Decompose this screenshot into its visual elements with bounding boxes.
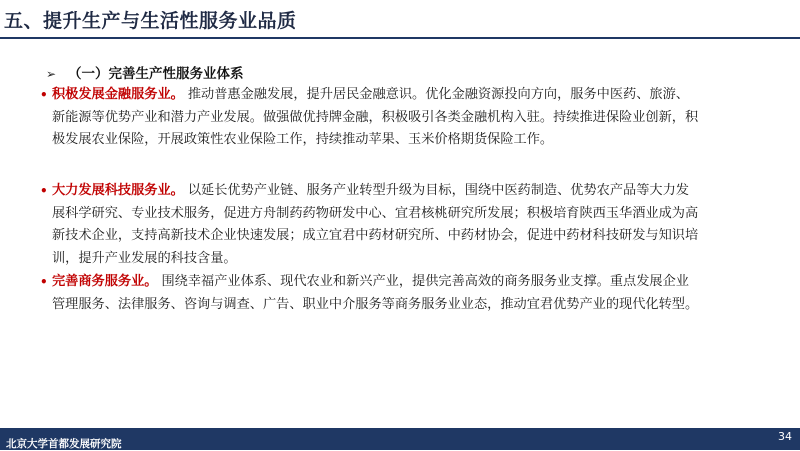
subheading-text: （一）完善生产性服务业体系 xyxy=(68,66,244,82)
page-title: 五、提升生产与生活性服务业品质 xyxy=(4,10,297,32)
list-item-finance xyxy=(40,84,702,152)
item-body: 围绕幸福产业体系、现代农业和新兴产业，提供完善高效的商务服务业支撑。重点发展企业管理服务、法律服务、咨询与调查、广告、职业中介服务等商务服务业业态，推动宜君优势产业的现代化转型。 xyxy=(52,274,699,312)
section-subheading xyxy=(46,62,244,82)
arrow-bullet-icon: ➢ xyxy=(46,67,57,81)
item-body: 推动普惠金融发展，提升居民金融意识。优化金融资源投向方向，服务中医药、旅游、新能源等优势产业和潜力产业发展。做强做优持牌金融，积极吸引各类金融机构入驻。持续推进保险业创新，积极发展农业保险，开展政策性农业保险工作，持续推动苹果、玉米价格期货保险工作。 xyxy=(52,87,699,147)
footer-institution: 北京大学首都发展研究院 xyxy=(6,438,122,450)
list-item-business xyxy=(40,271,702,316)
item-heading: 完善商务服务业。 xyxy=(52,274,158,289)
page-number: 34 xyxy=(778,430,792,443)
bullet-icon: • xyxy=(40,88,48,102)
bullet-icon: • xyxy=(40,275,48,289)
list-item-technology xyxy=(40,180,702,270)
bullet-icon: • xyxy=(40,184,48,198)
title-divider xyxy=(0,37,800,39)
item-heading: 大力发展科技服务业。 xyxy=(52,183,184,198)
item-body: 以延长优势产业链、服务产业转型升级为目标，围绕中医药制造、优势农产品等大力发展科学研究、专业技术服务，促进方舟制药药物研发中心、宜君核桃研究所发展；积极培育陕西玉华酒业成为高新技术企业，支持高新技术企业快速发展；成立宜君中药材研究所、中药材协会，促进中药材科技研发与知识培训，提升产业发展的科技含量。 xyxy=(52,183,699,266)
item-heading: 积极发展金融服务业。 xyxy=(52,87,184,102)
